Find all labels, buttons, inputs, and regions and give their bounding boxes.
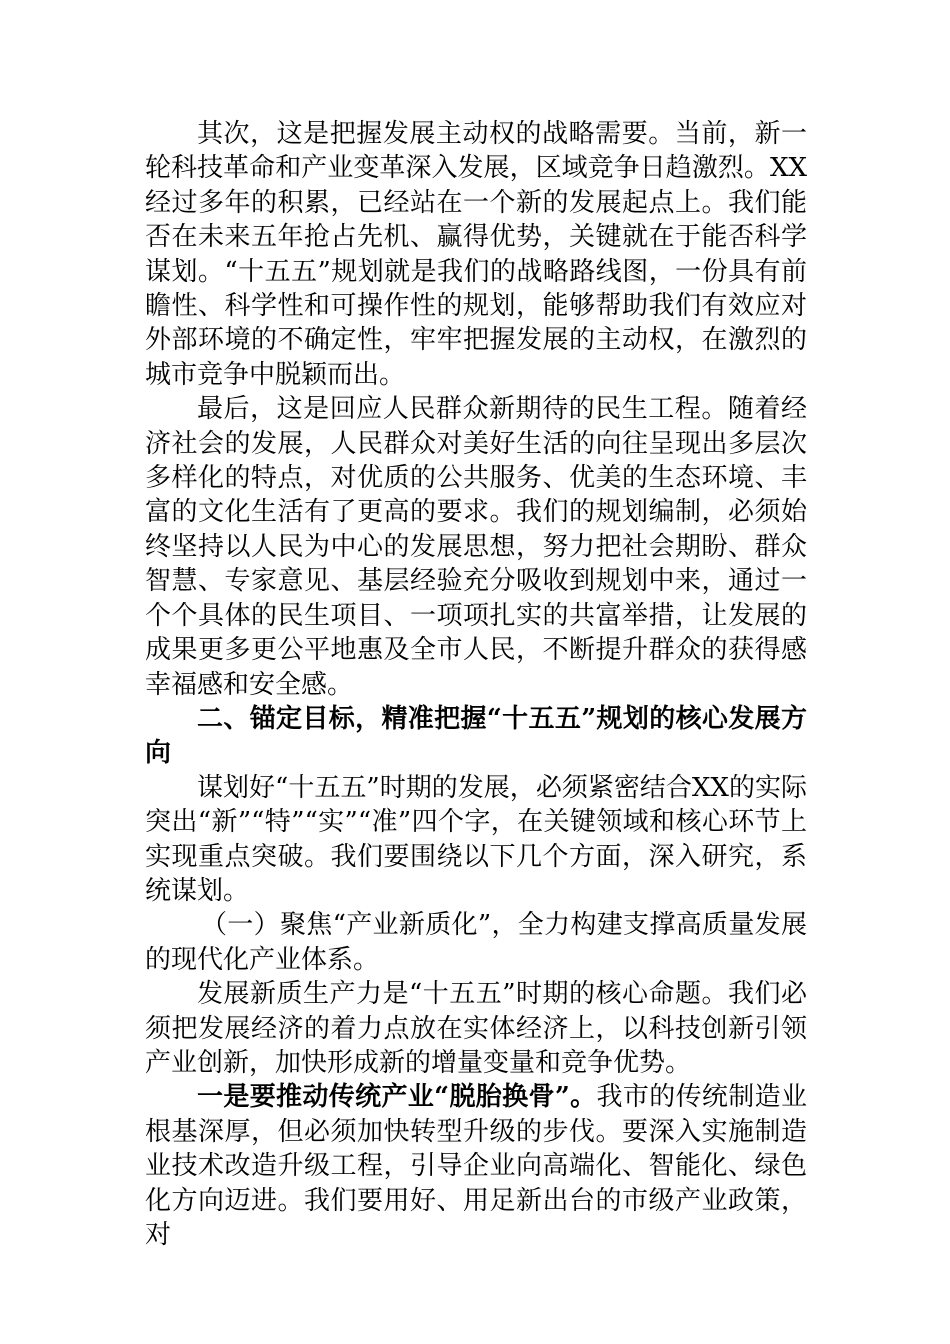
paragraph-strategic-need: 其次，这是把握发展主动权的战略需要。当前，新一轮科技革命和产业变革深入发展，区域竞争日趋激烈。XX经过多年的积累，已经站在一个新的发展起点上。我们能否在未来五年抢占先机、赢得优势，关键就在于能否科学谋划。“十五五”规划就是我们的战略路线图，一份具有前瞻性、科学性和可操作性的规划，能够帮助我们有效应对外部环境的不确定性，牢牢把握发展的主动权，在激烈的城市竞争中脱颖而出。	[145, 119, 807, 390]
paragraph-new-productivity: 发展新质生产力是“十五五”时期的核心命题。我们必须把发展经济的着力点放在实体经济上，以科技创新引领产业创新，加快形成新的增量变量和竞争优势。	[145, 979, 807, 1078]
paragraph-planning-intro: 谋划好“十五五”时期的发展，必须紧密结合XX的实际突出“新”“特”“实”“准”四个字，在关键领域和核心环节上实现重点突破。我们要围绕以下几个方面，深入研究，系统谋划。	[145, 772, 807, 906]
paragraph-traditional-industry	[145, 1080, 807, 1252]
section-heading-two: 二、锚定目标，精准把握“十五五”规划的核心发展方向	[145, 703, 807, 769]
paragraph-livelihood: 最后，这是回应人民群众新期待的民生工程。随着经济社会的发展，人民群众对美好生活的向往呈现出多层次多样化的特点，对优质的公共服务、优美的生态环境、丰富的文化生活有了更高的要求。我们的规划编制，必须始终坚持以人民为中心的发展思想，努力把社会期盼、群众智慧、专家意见、基层经验充分吸收到规划中来，通过一个个具体的民生项目、一项项扎实的共富举措，让发展的成果更多更公平地惠及全市人民，不断提升群众的获得感幸福感和安全感。	[145, 394, 807, 700]
paragraph-lead-bold: 一是要推动传统产业“脱胎换骨”。	[197, 1082, 597, 1113]
subsection-heading-one: （一）聚焦“产业新质化”，全力构建支撑高质量发展的现代化产业体系。	[145, 910, 807, 975]
document-page	[145, 117, 807, 1252]
paragraph-body: 我市的传统制造业根基深厚，但必须加快转型升级的步伐。要深入实施制造业技术改造升级工程，引导企业向高端化、智能化、绿色化方向迈进。我们要用好、用足新出台的市级产业政策，对	[145, 1082, 807, 1250]
